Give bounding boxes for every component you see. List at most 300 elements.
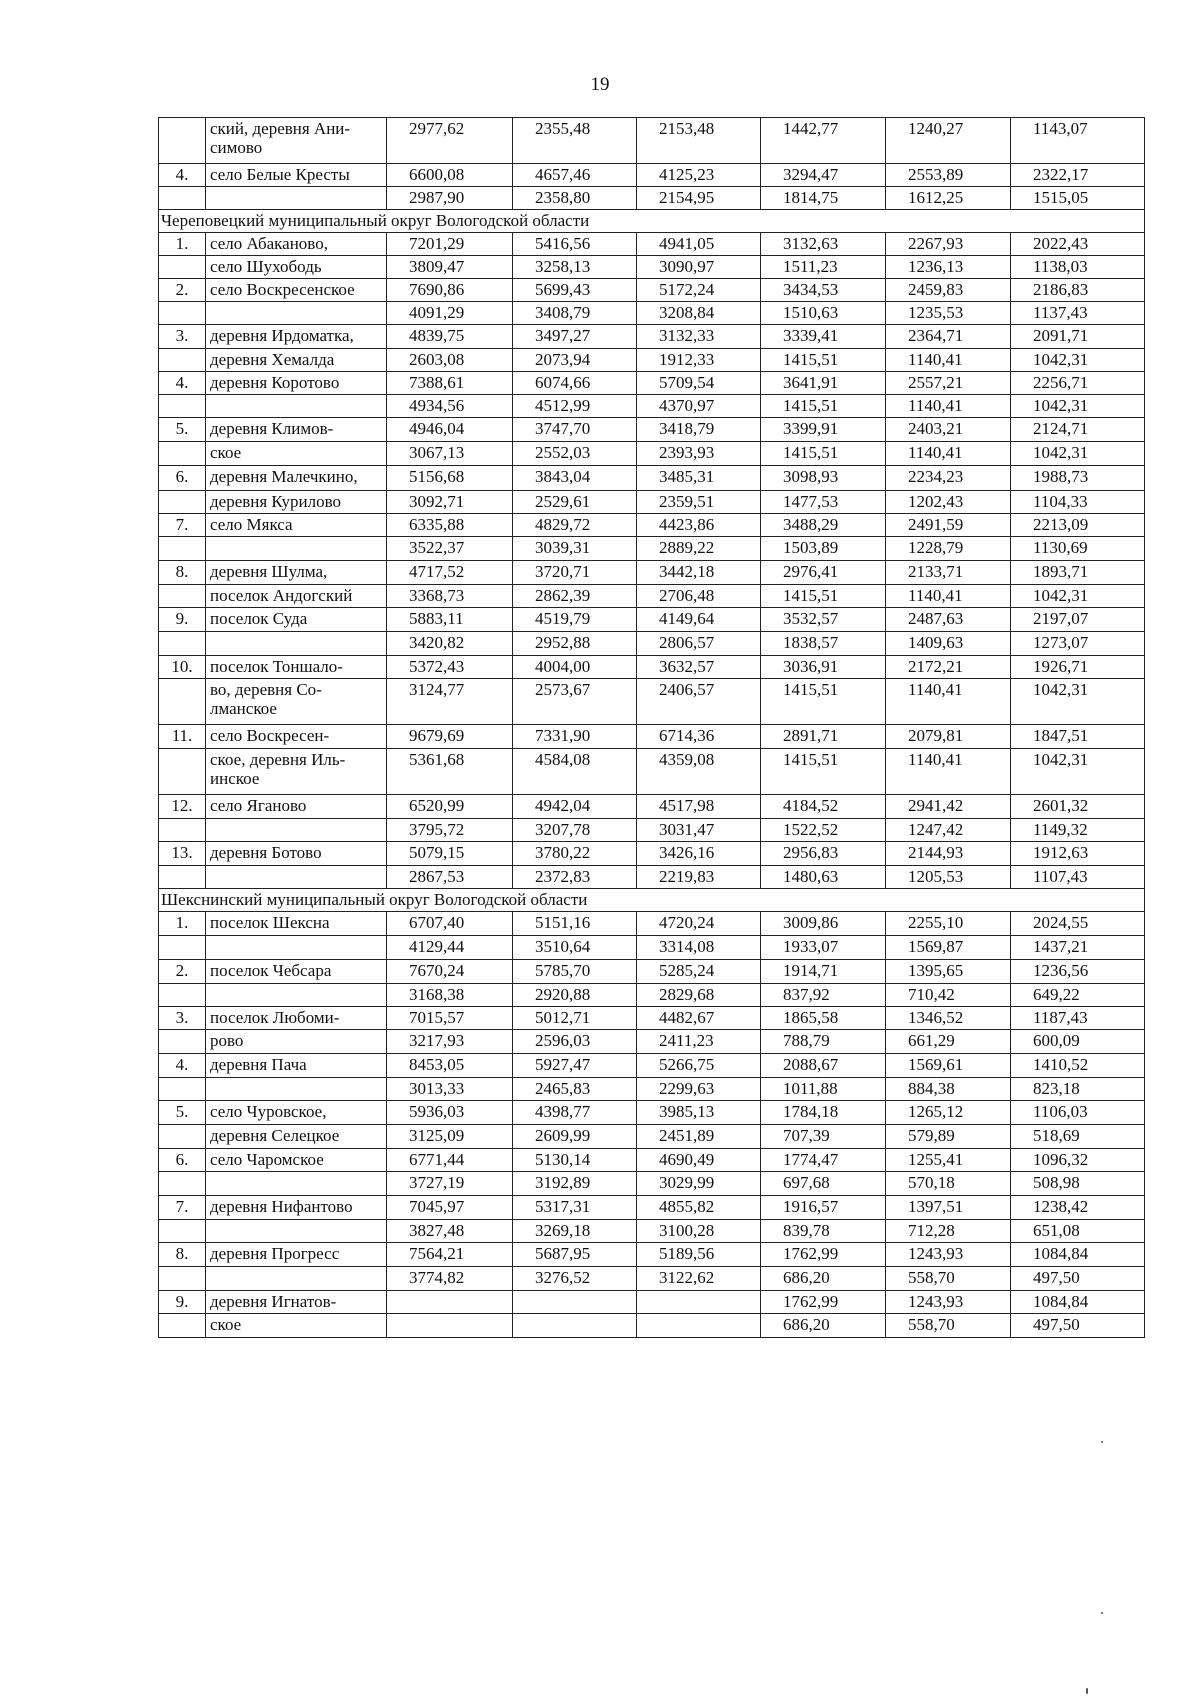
value-cell: 5372,43 [387, 656, 513, 679]
value-cell: 2213,09 [1011, 514, 1145, 537]
value-cell: 4129,44 [387, 936, 513, 960]
value-cell: 2557,21 [886, 372, 1011, 395]
value-cell: 2451,89 [637, 1125, 761, 1149]
value-cell: 1243,93 [886, 1291, 1011, 1314]
value-cell: 2299,63 [637, 1078, 761, 1101]
value-cell: 2219,83 [637, 866, 761, 889]
value-cell [513, 1291, 637, 1314]
value-cell: 3294,47 [761, 164, 886, 187]
value-cell: 3985,13 [637, 1101, 761, 1125]
row-number-cell [159, 1030, 206, 1054]
value-cell: 4584,08 [513, 749, 637, 795]
table-row [159, 819, 1145, 842]
value-cell: 1273,07 [1011, 632, 1145, 656]
value-cell: 2601,32 [1011, 795, 1145, 819]
value-cell: 497,50 [1011, 1314, 1145, 1338]
value-cell: 2573,67 [513, 679, 637, 725]
value-cell: 4855,82 [637, 1196, 761, 1220]
value-cell: 4423,86 [637, 514, 761, 537]
row-number-cell: 3. [159, 1007, 206, 1030]
value-cell: 7331,90 [513, 725, 637, 749]
value-cell: 2987,90 [387, 187, 513, 210]
value-cell: 1140,41 [886, 349, 1011, 372]
settlement-name-cell: деревня Прогресс [206, 1243, 387, 1267]
table-row [159, 514, 1145, 537]
page-number: 19 [590, 74, 610, 95]
value-cell: 1893,71 [1011, 561, 1145, 585]
scan-speck [1101, 1612, 1103, 1614]
value-cell: 788,79 [761, 1030, 886, 1054]
value-cell: 3029,99 [637, 1172, 761, 1196]
value-cell: 3399,91 [761, 418, 886, 442]
value-cell: 2073,94 [513, 349, 637, 372]
value-cell: 3485,31 [637, 466, 761, 491]
value-cell: 5266,75 [637, 1054, 761, 1078]
settlement-name-cell [206, 395, 387, 418]
value-cell: 4720,24 [637, 912, 761, 936]
value-cell: 1104,33 [1011, 491, 1145, 514]
value-cell: 5079,15 [387, 842, 513, 866]
value-cell: 7690,86 [387, 279, 513, 302]
row-number-cell: 5. [159, 418, 206, 442]
row-number-cell [159, 984, 206, 1007]
value-cell: 4942,04 [513, 795, 637, 819]
value-cell: 3442,18 [637, 561, 761, 585]
value-cell: 497,50 [1011, 1267, 1145, 1291]
value-cell: 3420,82 [387, 632, 513, 656]
settlement-name-cell [206, 632, 387, 656]
value-cell: 3067,13 [387, 442, 513, 466]
settlement-name-cell: село Шухободь [206, 256, 387, 279]
value-cell [387, 1314, 513, 1338]
settlement-name-cell [206, 1172, 387, 1196]
value-cell: 7564,21 [387, 1243, 513, 1267]
value-cell: 2552,03 [513, 442, 637, 466]
value-cell: 3132,33 [637, 325, 761, 349]
value-cell: 4717,52 [387, 561, 513, 585]
table-row [159, 164, 1145, 187]
value-cell: 1138,03 [1011, 256, 1145, 279]
value-cell: 2322,17 [1011, 164, 1145, 187]
value-cell: 884,38 [886, 1078, 1011, 1101]
value-cell: 6335,88 [387, 514, 513, 537]
value-cell: 4839,75 [387, 325, 513, 349]
value-cell: 3408,79 [513, 302, 637, 325]
value-cell: 2255,10 [886, 912, 1011, 936]
value-cell: 3314,08 [637, 936, 761, 960]
row-number-cell [159, 749, 206, 795]
value-cell: 2977,62 [387, 118, 513, 164]
value-cell: 2487,63 [886, 608, 1011, 632]
value-cell: 4482,67 [637, 1007, 761, 1030]
value-cell: 4184,52 [761, 795, 886, 819]
value-cell: 1236,13 [886, 256, 1011, 279]
value-cell: 4517,98 [637, 795, 761, 819]
row-number-cell: 9. [159, 1291, 206, 1314]
value-cell: 1140,41 [886, 442, 1011, 466]
value-cell: 1107,43 [1011, 866, 1145, 889]
scan-speck [1101, 1441, 1103, 1443]
table-row [159, 302, 1145, 325]
value-cell: 3339,41 [761, 325, 886, 349]
value-cell: 5012,71 [513, 1007, 637, 1030]
table-row [159, 442, 1145, 466]
value-cell: 7388,61 [387, 372, 513, 395]
value-cell: 2956,83 [761, 842, 886, 866]
value-cell: 3497,27 [513, 325, 637, 349]
table-row [159, 984, 1145, 1007]
row-number-cell [159, 1078, 206, 1101]
value-cell: 837,92 [761, 984, 886, 1007]
value-cell: 3124,77 [387, 679, 513, 725]
row-number-cell: 5. [159, 1101, 206, 1125]
value-cell: 3827,48 [387, 1220, 513, 1243]
value-cell: 1236,56 [1011, 960, 1145, 984]
value-cell: 5361,68 [387, 749, 513, 795]
value-cell: 1042,31 [1011, 395, 1145, 418]
value-cell: 3258,13 [513, 256, 637, 279]
value-cell: 1042,31 [1011, 679, 1145, 725]
settlement-name-cell [206, 866, 387, 889]
settlement-name-cell: деревня Ирдоматка, [206, 325, 387, 349]
value-cell: 1205,53 [886, 866, 1011, 889]
value-cell: 1847,51 [1011, 725, 1145, 749]
row-number-cell [159, 1267, 206, 1291]
value-cell: 558,70 [886, 1314, 1011, 1338]
value-cell: 3036,91 [761, 656, 886, 679]
value-cell: 2256,71 [1011, 372, 1145, 395]
settlement-name-cell: село Мякса [206, 514, 387, 537]
value-cell: 1503,89 [761, 537, 886, 561]
value-cell: 2920,88 [513, 984, 637, 1007]
row-number-cell: 3. [159, 325, 206, 349]
value-cell: 5172,24 [637, 279, 761, 302]
value-cell: 1042,31 [1011, 749, 1145, 795]
table-row [159, 279, 1145, 302]
value-cell: 558,70 [886, 1267, 1011, 1291]
value-cell: 1228,79 [886, 537, 1011, 561]
table-row [159, 1125, 1145, 1149]
value-cell: 6520,99 [387, 795, 513, 819]
value-cell: 4829,72 [513, 514, 637, 537]
value-cell: 3418,79 [637, 418, 761, 442]
value-cell: 2133,71 [886, 561, 1011, 585]
value-cell: 5285,24 [637, 960, 761, 984]
scan-speck [1086, 1688, 1088, 1694]
table-row [159, 1149, 1145, 1172]
value-cell: 3632,57 [637, 656, 761, 679]
value-cell: 8453,05 [387, 1054, 513, 1078]
settlement-name-cell [206, 187, 387, 210]
value-cell: 1084,84 [1011, 1243, 1145, 1267]
value-cell: 3031,47 [637, 819, 761, 842]
value-cell: 1442,77 [761, 118, 886, 164]
value-cell [387, 1291, 513, 1314]
value-cell: 4512,99 [513, 395, 637, 418]
value-cell: 7045,97 [387, 1196, 513, 1220]
row-number-cell: 11. [159, 725, 206, 749]
value-cell: 686,20 [761, 1314, 886, 1338]
value-cell: 1926,71 [1011, 656, 1145, 679]
section-title: Череповецкий муниципальный округ Вологодской области [159, 210, 1145, 233]
value-cell: 1397,51 [886, 1196, 1011, 1220]
settlement-name-cell: рово [206, 1030, 387, 1054]
value-cell: 2234,23 [886, 466, 1011, 491]
value-cell: 2359,51 [637, 491, 761, 514]
value-cell: 5883,11 [387, 608, 513, 632]
value-cell: 2124,71 [1011, 418, 1145, 442]
value-cell: 3039,31 [513, 537, 637, 561]
value-cell: 1140,41 [886, 585, 1011, 608]
settlement-name-cell: деревня Шулма, [206, 561, 387, 585]
value-cell: 697,68 [761, 1172, 886, 1196]
value-cell: 1140,41 [886, 749, 1011, 795]
table-row [159, 936, 1145, 960]
settlement-name-cell: ское [206, 1314, 387, 1338]
value-cell: 5130,14 [513, 1149, 637, 1172]
table-row [159, 725, 1145, 749]
settlement-name-cell: поселок Суда [206, 608, 387, 632]
value-cell: 2358,80 [513, 187, 637, 210]
table-row [159, 1030, 1145, 1054]
table-row [159, 585, 1145, 608]
value-cell: 2355,48 [513, 118, 637, 164]
table-row [159, 1220, 1145, 1243]
value-cell: 1137,43 [1011, 302, 1145, 325]
value-cell: 2091,71 [1011, 325, 1145, 349]
table-row [159, 1267, 1145, 1291]
value-cell: 3532,57 [761, 608, 886, 632]
value-cell: 1243,93 [886, 1243, 1011, 1267]
row-number-cell: 8. [159, 561, 206, 585]
value-cell: 1865,58 [761, 1007, 886, 1030]
value-cell: 3368,73 [387, 585, 513, 608]
value-cell: 4149,64 [637, 608, 761, 632]
settlement-name-cell [206, 1220, 387, 1243]
table-row [159, 491, 1145, 514]
table-row [159, 656, 1145, 679]
settlement-name-cell: ский, деревня Ани-симово [206, 118, 387, 164]
value-cell: 7015,57 [387, 1007, 513, 1030]
row-number-cell: 6. [159, 466, 206, 491]
table-body [159, 118, 1145, 1338]
value-cell: 651,08 [1011, 1220, 1145, 1243]
value-cell: 1346,52 [886, 1007, 1011, 1030]
table-row [159, 1243, 1145, 1267]
row-number-cell [159, 395, 206, 418]
value-cell: 1235,53 [886, 302, 1011, 325]
value-cell: 4125,23 [637, 164, 761, 187]
value-cell: 3795,72 [387, 819, 513, 842]
value-cell: 3434,53 [761, 279, 886, 302]
table-row [159, 1172, 1145, 1196]
value-cell: 1916,57 [761, 1196, 886, 1220]
value-cell: 3168,38 [387, 984, 513, 1007]
value-cell: 1415,51 [761, 442, 886, 466]
value-cell: 3522,37 [387, 537, 513, 561]
row-number-cell: 12. [159, 795, 206, 819]
table-row [159, 1054, 1145, 1078]
table-row [159, 187, 1145, 210]
value-cell: 518,69 [1011, 1125, 1145, 1149]
row-number-cell: 10. [159, 656, 206, 679]
table-row [159, 842, 1145, 866]
row-number-cell [159, 585, 206, 608]
row-number-cell: 7. [159, 1196, 206, 1220]
value-cell: 6600,08 [387, 164, 513, 187]
table-row [159, 960, 1145, 984]
value-cell: 1042,31 [1011, 349, 1145, 372]
settlement-name-cell: поселок Любоми- [206, 1007, 387, 1030]
settlement-name-cell: село Белые Кресты [206, 164, 387, 187]
value-cell: 3092,71 [387, 491, 513, 514]
settlement-name-cell [206, 537, 387, 561]
row-number-cell [159, 537, 206, 561]
table-row [159, 1291, 1145, 1314]
section-header-row [159, 889, 1145, 912]
value-cell: 1202,43 [886, 491, 1011, 514]
value-cell: 1774,47 [761, 1149, 886, 1172]
settlement-name-cell: деревня Малечкино, [206, 466, 387, 491]
value-cell: 1415,51 [761, 349, 886, 372]
row-number-cell [159, 256, 206, 279]
row-number-cell: 4. [159, 1054, 206, 1078]
value-cell: 7670,24 [387, 960, 513, 984]
value-cell: 6707,40 [387, 912, 513, 936]
row-number-cell [159, 1220, 206, 1243]
value-cell: 3217,93 [387, 1030, 513, 1054]
value-cell: 1511,23 [761, 256, 886, 279]
value-cell: 570,18 [886, 1172, 1011, 1196]
row-number-cell [159, 187, 206, 210]
value-cell: 3207,78 [513, 819, 637, 842]
row-number-cell [159, 491, 206, 514]
value-cell: 1143,07 [1011, 118, 1145, 164]
value-cell: 3192,89 [513, 1172, 637, 1196]
value-cell: 2459,83 [886, 279, 1011, 302]
value-cell: 4946,04 [387, 418, 513, 442]
value-cell: 3720,71 [513, 561, 637, 585]
section-title: Шекснинский муниципальный округ Вологодской области [159, 889, 1145, 912]
tariff-table [158, 117, 1145, 1338]
table-row [159, 349, 1145, 372]
settlement-name-cell [206, 302, 387, 325]
value-cell: 1255,41 [886, 1149, 1011, 1172]
value-cell: 4941,05 [637, 233, 761, 256]
value-cell: 2976,41 [761, 561, 886, 585]
value-cell: 2596,03 [513, 1030, 637, 1054]
value-cell: 2403,21 [886, 418, 1011, 442]
value-cell: 3426,16 [637, 842, 761, 866]
value-cell: 1569,61 [886, 1054, 1011, 1078]
table-row [159, 233, 1145, 256]
row-number-cell [159, 819, 206, 842]
value-cell: 5936,03 [387, 1101, 513, 1125]
value-cell: 5151,16 [513, 912, 637, 936]
row-number-cell: 6. [159, 1149, 206, 1172]
table-row [159, 1314, 1145, 1338]
settlement-name-cell [206, 819, 387, 842]
value-cell: 1510,63 [761, 302, 886, 325]
settlement-name-cell: ское, деревня Иль-инское [206, 749, 387, 795]
value-cell: 1415,51 [761, 395, 886, 418]
value-cell: 1409,63 [886, 632, 1011, 656]
value-cell: 2267,93 [886, 233, 1011, 256]
value-cell: 3132,63 [761, 233, 886, 256]
section-header-row [159, 210, 1145, 233]
value-cell: 1522,52 [761, 819, 886, 842]
value-cell [637, 1314, 761, 1338]
value-cell: 2529,61 [513, 491, 637, 514]
value-cell: 2867,53 [387, 866, 513, 889]
row-number-cell: 1. [159, 233, 206, 256]
value-cell: 1569,87 [886, 936, 1011, 960]
settlement-name-cell: деревня Пача [206, 1054, 387, 1078]
row-number-cell: 4. [159, 164, 206, 187]
settlement-name-cell: деревня Селецкое [206, 1125, 387, 1149]
value-cell: 5927,47 [513, 1054, 637, 1078]
value-cell: 4519,79 [513, 608, 637, 632]
settlement-name-cell: деревня Игнатов- [206, 1291, 387, 1314]
value-cell: 3098,93 [761, 466, 886, 491]
value-cell: 3276,52 [513, 1267, 637, 1291]
value-cell: 1612,25 [886, 187, 1011, 210]
value-cell: 1042,31 [1011, 442, 1145, 466]
settlement-name-cell [206, 1267, 387, 1291]
value-cell: 4004,00 [513, 656, 637, 679]
value-cell: 4690,49 [637, 1149, 761, 1172]
row-number-cell [159, 302, 206, 325]
settlement-name-cell: ское [206, 442, 387, 466]
value-cell: 2411,23 [637, 1030, 761, 1054]
table-row [159, 118, 1145, 164]
value-cell: 686,20 [761, 1267, 886, 1291]
value-cell: 2154,95 [637, 187, 761, 210]
value-cell: 2889,22 [637, 537, 761, 561]
value-cell: 649,22 [1011, 984, 1145, 1007]
value-cell: 2393,93 [637, 442, 761, 466]
value-cell: 707,39 [761, 1125, 886, 1149]
table-row [159, 372, 1145, 395]
value-cell: 1240,27 [886, 118, 1011, 164]
settlement-name-cell: село Абаканово, [206, 233, 387, 256]
table-row [159, 1078, 1145, 1101]
value-cell: 3100,28 [637, 1220, 761, 1243]
table-row [159, 632, 1145, 656]
settlement-name-cell: деревня Климов- [206, 418, 387, 442]
value-cell: 2372,83 [513, 866, 637, 889]
value-cell: 2024,55 [1011, 912, 1145, 936]
value-cell: 2491,59 [886, 514, 1011, 537]
value-cell [513, 1314, 637, 1338]
value-cell: 1106,03 [1011, 1101, 1145, 1125]
value-cell: 1912,33 [637, 349, 761, 372]
value-cell: 6714,36 [637, 725, 761, 749]
settlement-name-cell: поселок Андогский [206, 585, 387, 608]
row-number-cell: 13. [159, 842, 206, 866]
value-cell: 1480,63 [761, 866, 886, 889]
value-cell: 2609,99 [513, 1125, 637, 1149]
row-number-cell: 8. [159, 1243, 206, 1267]
table-row [159, 749, 1145, 795]
value-cell: 1515,05 [1011, 187, 1145, 210]
value-cell: 2862,39 [513, 585, 637, 608]
row-number-cell [159, 1125, 206, 1149]
settlement-name-cell [206, 936, 387, 960]
value-cell: 1265,12 [886, 1101, 1011, 1125]
value-cell: 2829,68 [637, 984, 761, 1007]
value-cell: 1149,32 [1011, 819, 1145, 842]
